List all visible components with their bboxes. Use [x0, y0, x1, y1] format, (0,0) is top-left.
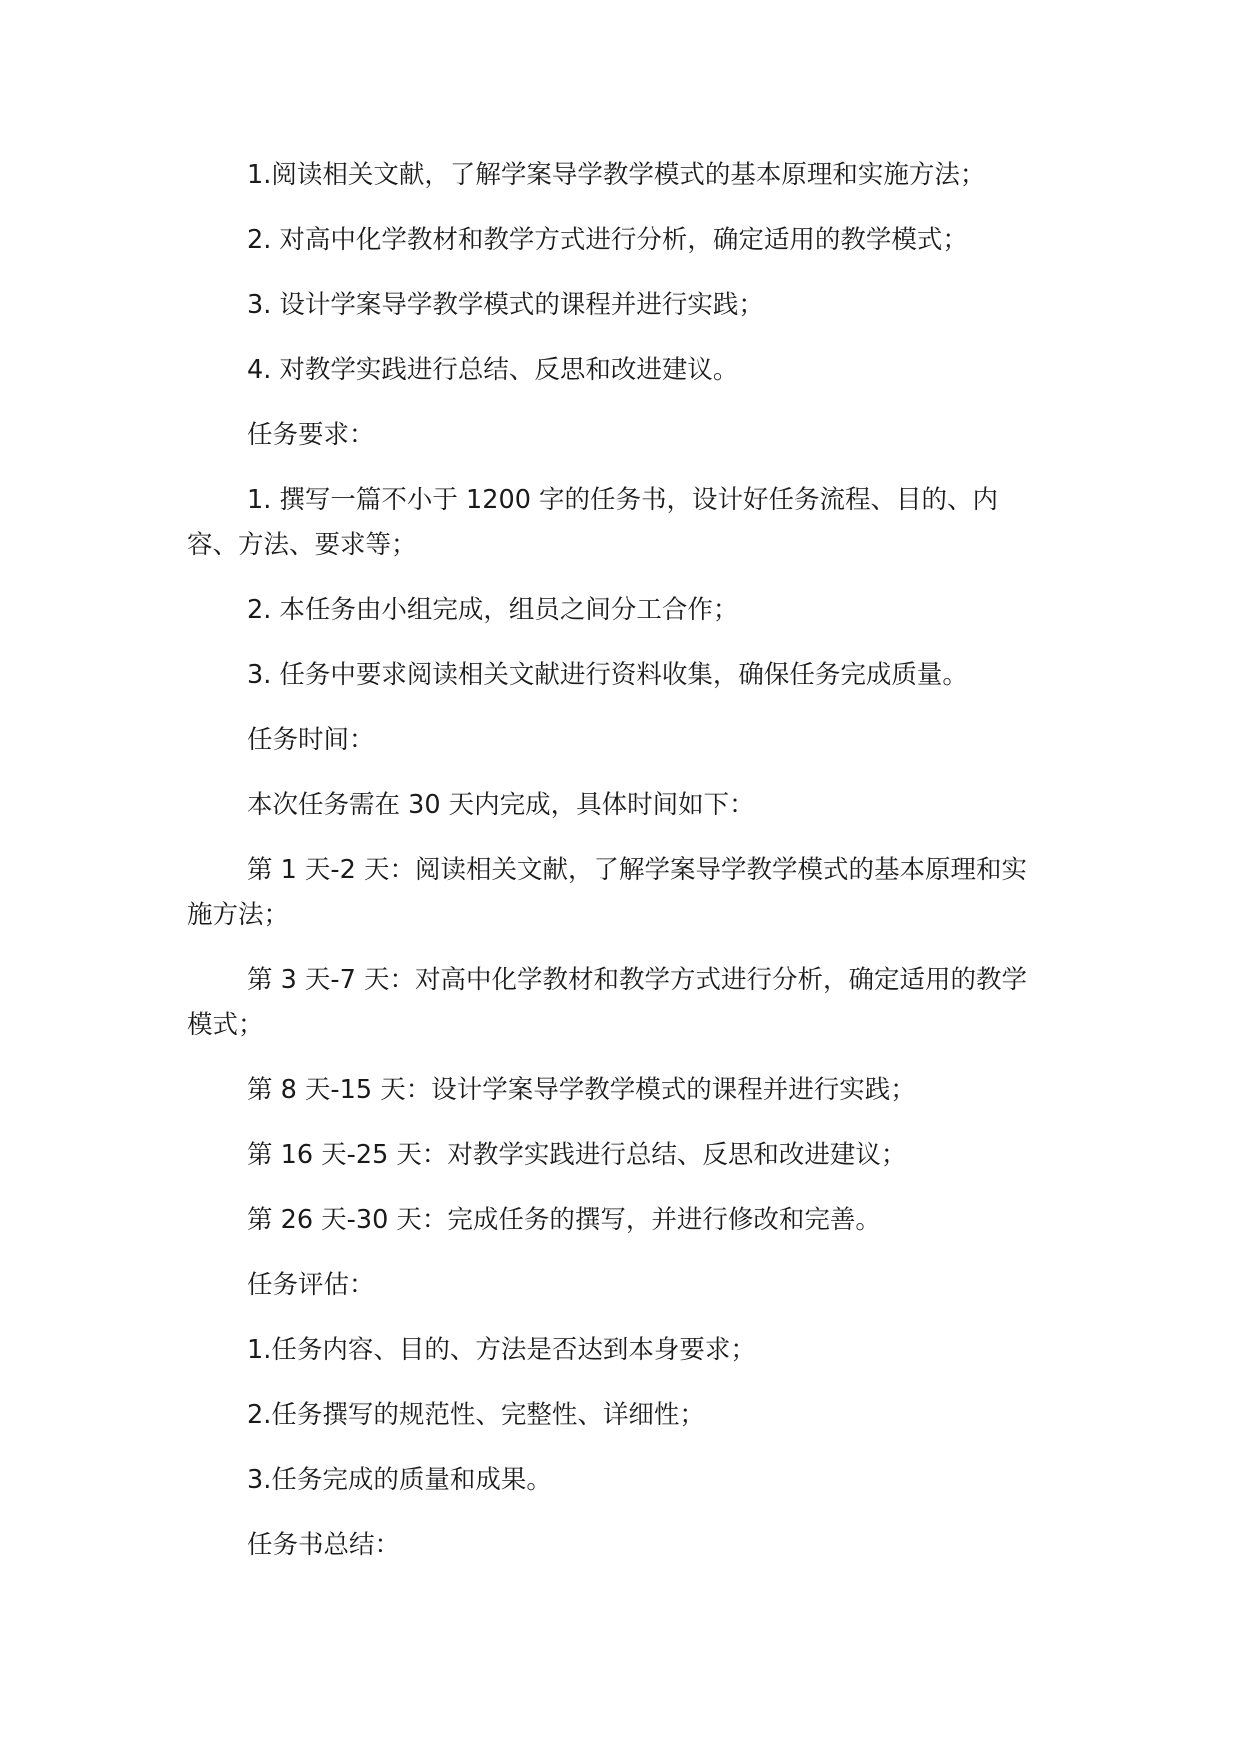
requirement-2: 2. 本任务由小组完成，组员之间分工合作； [247, 595, 739, 625]
paragraph-step-1: 1.阅读相关文献，了解学案导学教学模式的基本原理和实施方法； [247, 160, 986, 190]
paragraph-step-2: 2. 对高中化学教材和教学方式进行分析，确定适用的教学模式； [247, 225, 968, 255]
heading-task-summary: 任务书总结： [247, 1530, 401, 1560]
evaluation-3: 3.任务完成的质量和成果。 [247, 1465, 552, 1495]
heading-task-evaluation: 任务评估： [247, 1270, 375, 1300]
schedule-day-3-7: 第 3 天-7 天：对高中化学教材和教学方式进行分析，确定适用的教学模式； [187, 965, 1027, 1040]
evaluation-2: 2.任务撰写的规范性、完整性、详细性； [247, 1400, 705, 1430]
requirement-3: 3. 任务中要求阅读相关文献进行资料收集，确保任务完成质量。 [247, 660, 968, 690]
heading-task-time: 任务时间： [247, 725, 375, 755]
heading-task-requirements: 任务要求： [247, 420, 375, 450]
schedule-day-26-30: 第 26 天-30 天：完成任务的撰写，并进行修改和完善。 [247, 1205, 881, 1235]
paragraph-step-4: 4. 对教学实践进行总结、反思和改进建议。 [247, 355, 739, 385]
schedule-day-1-2: 第 1 天-2 天：阅读相关文献，了解学案导学教学模式的基本原理和实施方法； [187, 855, 1027, 930]
schedule-day-16-25: 第 16 天-25 天：对教学实践进行总结、反思和改进建议； [247, 1140, 907, 1170]
paragraph-step-3: 3. 设计学案导学教学模式的课程并进行实践； [247, 290, 764, 320]
time-intro: 本次任务需在 30 天内完成，具体时间如下： [247, 790, 755, 820]
evaluation-1: 1.任务内容、目的、方法是否达到本身要求； [247, 1335, 756, 1365]
requirement-1: 1. 撰写一篇不小于 1200 字的任务书，设计好任务流程、目的、内容、方法、要求等； [187, 485, 999, 560]
document-body [187, 153, 1047, 1588]
schedule-day-8-15: 第 8 天-15 天：设计学案导学教学模式的课程并进行实践； [247, 1075, 916, 1105]
